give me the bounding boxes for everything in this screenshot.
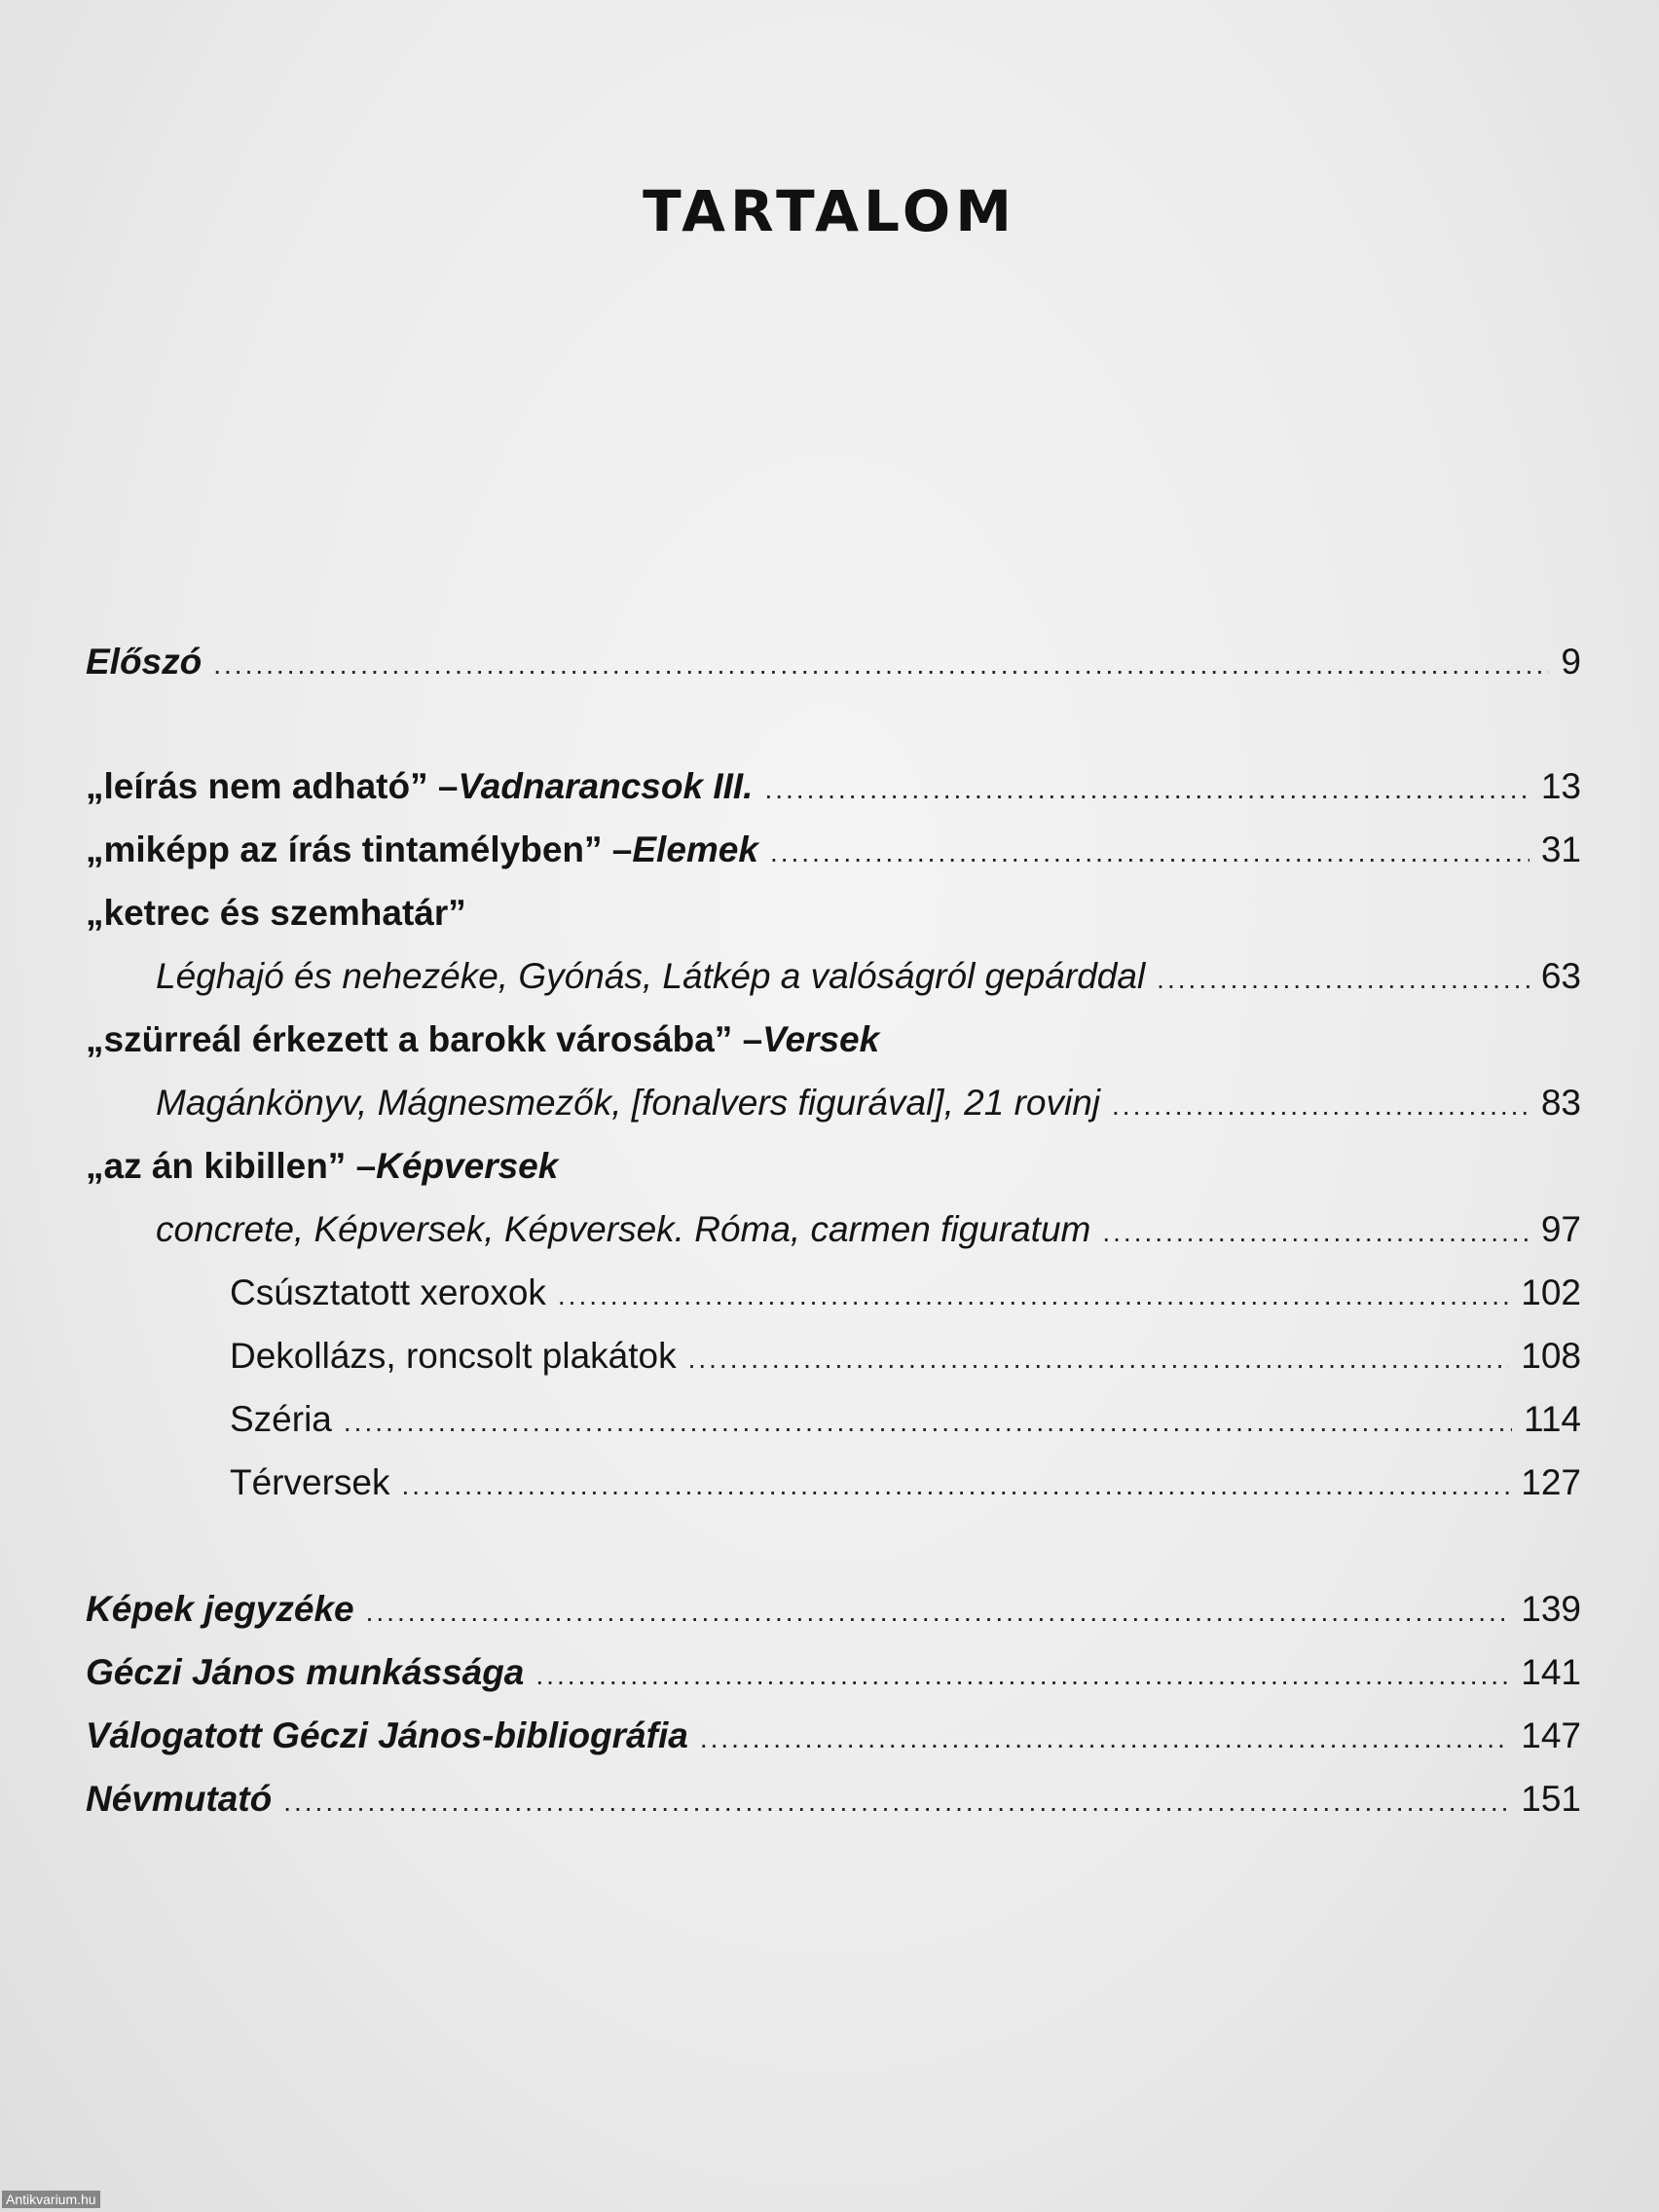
toc-entry — [86, 1775, 1581, 1826]
toc-page-number: 114 — [1524, 1399, 1581, 1439]
toc-entry-title: Térversek — [230, 1462, 390, 1502]
toc-page-number: 102 — [1521, 1272, 1581, 1312]
toc-entry-title: Vadnarancsok III. — [458, 766, 754, 806]
dot-leader — [213, 641, 1549, 689]
dot-leader — [700, 1714, 1509, 1763]
toc-entry-title: Versek — [762, 1019, 880, 1059]
toc-entry — [86, 1648, 1581, 1700]
toc-entry-title: Csúsztatott xeroxok — [230, 1272, 546, 1312]
toc-entry-title: Elemek — [632, 830, 758, 869]
dot-leader — [401, 1461, 1509, 1510]
page-title: TARTALOM — [643, 178, 1016, 244]
toc-entry-title: „az án kibillen” – — [86, 1146, 377, 1186]
toc-page-number: 139 — [1521, 1589, 1581, 1629]
toc-entry-title: concrete, Képversek, Képversek. Róma, carmen figuratum — [156, 1209, 1091, 1249]
toc-entry — [230, 1332, 1581, 1383]
toc-entry-title: Előszó — [86, 642, 203, 682]
toc-entry-title: Képek jegyzéke — [86, 1589, 354, 1629]
toc-entry — [86, 826, 1581, 877]
dot-leader — [283, 1778, 1509, 1826]
toc-entry — [86, 1142, 1581, 1191]
toc-entry-title: Képversek — [376, 1146, 559, 1186]
watermark: Antikvarium.hu — [2, 2191, 100, 2208]
toc-entry-title: „miképp az írás tintamélyben” – — [86, 830, 633, 869]
toc-entry-title: Léghajó és nehezéke, Gyónás, Látkép a valóságról gepárddal — [156, 956, 1146, 996]
toc-page-number: 97 — [1540, 1209, 1581, 1249]
toc-entry — [230, 1458, 1581, 1510]
toc-entry-title: Széria — [230, 1399, 332, 1439]
toc-entry-title: Géczi János munkássága — [86, 1652, 525, 1692]
dot-leader — [366, 1588, 1510, 1637]
toc-entry-title: Névmutató — [86, 1779, 273, 1819]
dot-leader — [1102, 1208, 1529, 1257]
dot-leader — [558, 1272, 1509, 1320]
toc-entry — [230, 1269, 1581, 1320]
toc-entry-title: „ketrec és szemhatár” — [86, 893, 466, 933]
toc-page-number: 31 — [1540, 830, 1581, 869]
dot-leader — [764, 765, 1529, 814]
toc-entry — [86, 1015, 1581, 1064]
toc-page-number: 151 — [1521, 1779, 1581, 1819]
toc-entry — [230, 1395, 1581, 1447]
toc-page-number: 83 — [1540, 1083, 1581, 1123]
toc-page-number: 147 — [1521, 1715, 1581, 1755]
toc-entry-title: „leírás nem adható” – — [86, 766, 459, 806]
toc-page-number: 13 — [1540, 766, 1581, 806]
dot-leader — [688, 1335, 1510, 1383]
dot-leader — [770, 829, 1530, 877]
toc-entry — [156, 1079, 1581, 1130]
toc-entry — [86, 762, 1581, 814]
dot-leader — [344, 1398, 1512, 1447]
dot-leader — [535, 1651, 1509, 1700]
toc-entry — [86, 1585, 1581, 1637]
toc-page-number: 141 — [1521, 1652, 1581, 1692]
toc-page-number: 108 — [1521, 1336, 1581, 1376]
toc-page-number: 9 — [1561, 642, 1581, 682]
toc-page-number: 63 — [1540, 956, 1581, 996]
toc-entry — [86, 1712, 1581, 1763]
toc-entry-title: Dekollázs, roncsolt plakátok — [230, 1336, 677, 1376]
dot-leader — [1157, 955, 1530, 1004]
toc-entry — [156, 952, 1581, 1004]
toc-entry-title: Magánkönyv, Mágnesmezők, [fonalvers figurával], 21 rovinj — [156, 1083, 1101, 1123]
toc-entry — [86, 638, 1581, 689]
toc-entry-title: Válogatott Géczi János-bibliográfia — [86, 1715, 688, 1755]
toc-entry — [156, 1205, 1581, 1257]
toc-entry — [86, 889, 1581, 938]
toc-page-number: 127 — [1521, 1462, 1581, 1502]
dot-leader — [1112, 1082, 1530, 1130]
toc-entry-title: „szürreál érkezett a barokk városába” – — [86, 1019, 763, 1059]
